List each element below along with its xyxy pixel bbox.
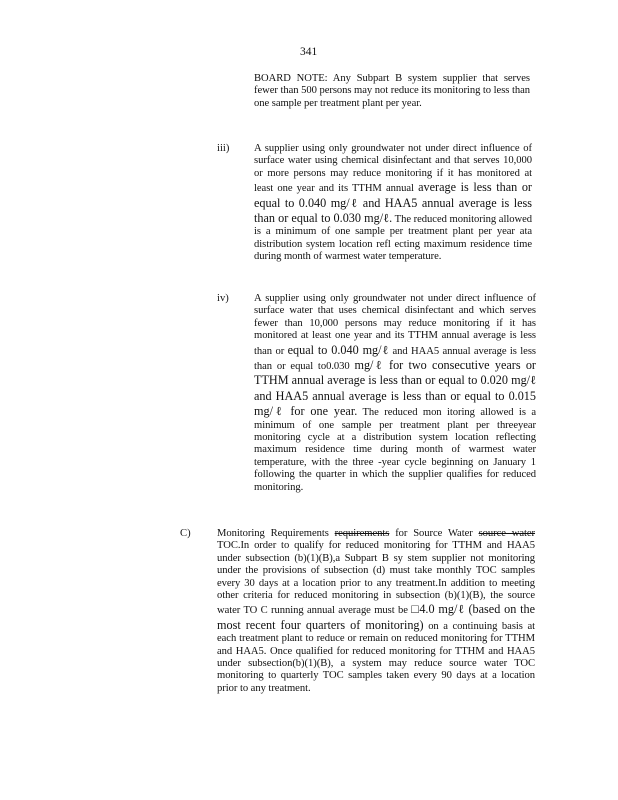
item-c-struck-2: source water (478, 528, 536, 539)
item-iv-text-3: and HAA5 annual average is less than or equal to0.030 (254, 345, 536, 373)
item-iv-label: iv) (217, 293, 229, 304)
item-iii-text-3: The reduced monitoring allowed is a minimum of one sample per treatment plant per year ata distribution system location refl ecting maximum residence time during month of warmest water temperature. (254, 214, 532, 263)
item-c-text-2: for Source Water (395, 528, 473, 539)
item-iii-label: iii) (217, 143, 230, 154)
item-iii-text-2: average is less than or equal to 0.040 mg/ℓ and HAA5 annual average is less than or equal to 0.030 mg/ℓ. (254, 180, 532, 226)
item-iv-text-2: equal to 0.040 mg/ℓ (287, 342, 390, 357)
page-number: 341 (300, 46, 318, 58)
item-c-label: C) (180, 528, 191, 539)
item-c-struck-1: requirements (334, 528, 390, 539)
board-note: BOARD NOTE: Any Subpart B system supplier that serves fewer than 500 persons may not reduce its monitoring to less than one sample per treatment plant per year. (254, 73, 530, 109)
item-iii-paragraph (254, 143, 532, 264)
item-iv-paragraph (254, 293, 536, 494)
item-c-text-5: on a continuing basis at each treatment plant to reduce or remain on reduced monitoring for TTHM and HAA5. Once qualified for reduced monitoring for TTHM and HAA5 under subsection(b)(1)(B), a system may reduce source water TOC monitoring to quarterly TOC samples taken every 90 days at a location prior to any treatment. (217, 620, 535, 694)
item-iv-text-4: mg/ℓ for two consecutive years or TTHM annual average is less than or equal to 0.020 mg/ℓ and HAA5 annual average is less than or equal to 0.015 mg/ℓ for one year. (254, 358, 536, 419)
item-c-text-3: TOC.In order to qualify for reduced monitoring for TTHM and HAA5 under subsection (b)(1)(B),a Subpart B sy stem supplier not monitoring under the provisions of subsection (d) must take monthly TOC samples every 30 days at a location prior to any treatment.In addition to meeting other criteria for reduced monitoring in subsection (b)(1)(B), the source water TO C running annual average must be (217, 540, 535, 617)
item-c-text-1: Monitoring Requirements (217, 528, 329, 539)
item-c-paragraph (217, 528, 535, 695)
item-iv-text-5: The reduced mon itoring allowed is a minimum of one sample per treatment plant per threeyear monitoring cycle at a distribution system location reflecting maximum residence time during month of warmest water temperature, with the three -year cycle beginning on January 1 following the quarter in which the supplier qualifies for reduced monitoring. (254, 407, 536, 493)
item-iv-text-1: A supplier using only groundwater not under direct influence of surface water that uses chemical disinfectant and which serves fewer than 10,000 persons may reduce monitoring if it has monitored at least one year and its TTHM annual average is less than or (254, 293, 536, 357)
item-c-text-4: □4.0 mg/ℓ (based on the most recent four quarters of monitoring) (217, 602, 535, 632)
item-iii-text-1: A supplier using only groundwater not under direct influence of surface water using chemical disinfectant and that serves 10,000 or more persons may reduce monitoring if it has monitored at least one year and its TTHM annual (254, 143, 532, 195)
